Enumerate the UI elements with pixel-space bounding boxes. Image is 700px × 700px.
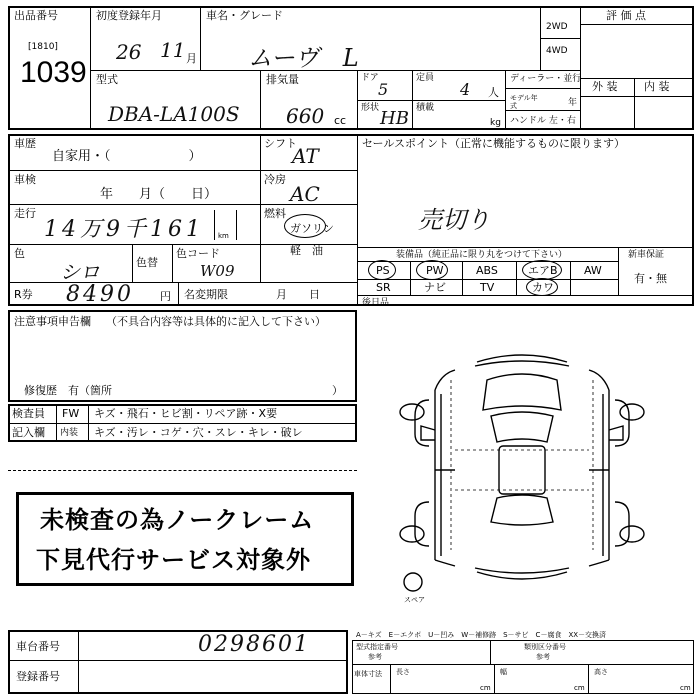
circle-ps: [368, 260, 396, 280]
first-reg-month: 11: [160, 38, 186, 62]
handle-label: ハンドル 左・右: [510, 116, 576, 126]
divider: [580, 96, 694, 97]
width-label: 幅: [500, 668, 507, 676]
model-label: 車名・グレード: [206, 9, 283, 22]
divider: [260, 70, 261, 130]
first-reg-year: 26: [116, 40, 142, 64]
codes-box: [352, 640, 694, 694]
interior-note-label: 内装: [60, 428, 79, 438]
mileage-value: 14万9千161: [44, 217, 204, 242]
length-cm: cm: [480, 684, 491, 692]
divider: [88, 404, 89, 442]
equip-ps: PS: [376, 264, 390, 277]
designation-label: 型式指定番号: [356, 643, 398, 651]
divider: [214, 210, 215, 240]
fuel-diesel: 軽 油: [290, 244, 323, 257]
category-label: 類別区分番号: [524, 643, 566, 651]
divider: [580, 78, 694, 79]
divider: [90, 6, 91, 130]
car-diagram: [395, 350, 650, 620]
equip-navi: ナビ: [424, 281, 446, 294]
shape-label: 形状: [361, 103, 380, 113]
divider: [588, 664, 589, 694]
shape-value: HB: [380, 108, 409, 129]
color-value: シロ: [60, 260, 100, 284]
divider: [570, 261, 571, 295]
recycle-value: 8490: [66, 282, 134, 307]
usage-label: 車歴: [14, 137, 36, 150]
divider: [494, 664, 495, 694]
circle-leather: [526, 278, 558, 296]
first-reg-label: 初度登録年月: [96, 9, 162, 22]
divider: [505, 110, 580, 111]
drive-4wd: 4WD: [546, 46, 568, 56]
divider: [618, 247, 619, 295]
notes-hint: （不具合内容等は具体的に記入して下さい）: [106, 315, 326, 328]
warranty-label: 新車保証: [628, 250, 665, 260]
fw-label: FW: [62, 407, 80, 420]
name-change-label: 名変期限: [184, 288, 228, 301]
rating-label: 評 価 点: [606, 9, 646, 22]
divider: [516, 261, 517, 295]
door-label: ドア: [361, 73, 379, 83]
type-label: 型式: [96, 73, 118, 86]
record-label: 記入欄: [12, 426, 45, 439]
stamp-line1: 未検査の為ノークレーム: [40, 506, 315, 534]
inspection-value: 年 月（ 日）: [100, 187, 218, 202]
divider: [410, 261, 411, 295]
chassis-value: 0298601: [198, 632, 310, 657]
dims-label: 車体寸法: [354, 670, 382, 678]
length-label: 長さ: [396, 668, 410, 676]
color-change-label: 色替: [136, 256, 158, 269]
divider: [357, 295, 694, 296]
year-unit: 年: [568, 98, 578, 108]
fuel-label: 燃料: [264, 207, 286, 220]
drive-2wd: 2WD: [546, 22, 568, 32]
usage-value: 自家用・（ ）: [52, 149, 202, 164]
warranty-value: 有・無: [634, 272, 667, 285]
chassis-label: 車台番号: [16, 640, 60, 653]
later-label: 後日品: [362, 298, 390, 308]
lot-code: [1810]: [28, 42, 58, 52]
equip-pw: PW: [426, 264, 444, 277]
dashed-divider: [8, 470, 357, 471]
selling-value: 売切り: [418, 206, 490, 234]
shift-value: AT: [292, 144, 319, 168]
capacity-value: 4: [460, 80, 471, 99]
selling-label: セールスポイント（正常に機能するものに限ります）: [362, 137, 626, 150]
divider: [505, 88, 580, 89]
repair-close: ）: [332, 384, 343, 397]
height-label: 高さ: [594, 668, 608, 676]
equip-leather: カワ: [532, 281, 554, 294]
equip-sr: SR: [376, 281, 391, 294]
load-label: 積載: [416, 103, 435, 113]
equip-aw: AW: [584, 264, 602, 277]
recycle-label: R券: [14, 288, 33, 301]
inspection-label: 車検: [14, 173, 36, 186]
capacity-label: 定員: [416, 73, 435, 83]
equipment-label: 装備品（純正品に限り丸をつけて下さい）: [396, 250, 568, 260]
aircon-label: 冷房: [264, 173, 286, 186]
repair-label: 修復歴 有（箇所: [24, 384, 112, 397]
month-unit: 月: [186, 52, 197, 65]
divider: [260, 134, 261, 282]
displacement-label: 排気量: [266, 73, 299, 86]
divider: [357, 261, 618, 262]
equip-airbag: エアB: [528, 264, 558, 277]
divider: [357, 100, 505, 101]
equip-tv: TV: [480, 281, 495, 294]
cc-unit: cc: [334, 114, 347, 127]
yen-unit: 円: [160, 290, 171, 303]
divider: [357, 134, 358, 306]
shift-label: シフト: [264, 137, 297, 150]
legend: A－キズ E－エクボ U－凹み W－補修跡 S－サビ C－腐食 XX－交換済: [356, 631, 607, 639]
divider: [412, 70, 413, 130]
spare-label: スペア: [404, 596, 425, 604]
fw-text: キズ・飛石・ヒビ割・リペア跡・X要: [94, 407, 278, 420]
model-value: ムーヴ L: [248, 44, 359, 72]
lot-number: 1039: [20, 56, 87, 89]
stamp-line2: 下見代行サービス対象外: [36, 546, 311, 574]
divider: [56, 404, 57, 442]
divider: [352, 664, 694, 665]
divider: [357, 247, 694, 248]
km-unit: km: [218, 232, 229, 240]
divider: [8, 423, 357, 424]
divider: [580, 24, 694, 25]
color-label: 色: [14, 247, 25, 260]
notes-label: 注意事項申告欄: [14, 315, 91, 328]
divider: [8, 170, 357, 171]
divider: [200, 6, 201, 70]
divider: [540, 38, 580, 39]
fuel-gasoline: ガソリン: [290, 222, 334, 235]
divider: [357, 279, 618, 280]
interior-note-text: キズ・汚レ・コゲ・穴・スレ・キレ・破レ: [94, 426, 303, 439]
mileage-label: 走行: [14, 207, 36, 220]
registration-label: 登録番号: [16, 670, 60, 683]
lot-label: 出品番号: [14, 9, 58, 22]
divider: [172, 244, 173, 282]
reference-label: 参考: [368, 653, 382, 661]
name-change-value: 月 日: [276, 288, 320, 301]
divider: [490, 640, 491, 664]
circle-airbag: [522, 260, 562, 280]
divider: [634, 78, 635, 130]
divider: [8, 660, 348, 661]
divider: [178, 282, 179, 306]
reference2-label: 参考: [536, 653, 550, 661]
model-year-label: モデル年式: [510, 94, 538, 110]
inspector-label: 検査員: [12, 407, 45, 420]
door-value: 5: [378, 80, 389, 99]
circle-pw: [416, 260, 448, 280]
dealer-label: ディーラー・並行: [510, 74, 582, 84]
width-cm: cm: [574, 684, 585, 692]
kg-unit: kg: [490, 118, 501, 128]
aircon-value: AC: [290, 182, 320, 206]
displacement-value: 660: [286, 104, 325, 128]
divider: [505, 70, 506, 130]
exterior-label: 外 装: [592, 80, 618, 93]
divider: [132, 244, 133, 282]
type-value: DBA-LA100S: [108, 102, 240, 126]
divider: [78, 630, 79, 694]
equip-abs: ABS: [476, 264, 498, 277]
fuel-circle: [284, 214, 326, 238]
divider: [236, 210, 237, 240]
color-code-value: W09: [200, 262, 235, 280]
interior-label: 内 装: [644, 80, 670, 93]
person-unit: 人: [488, 86, 499, 99]
divider: [390, 664, 391, 694]
height-cm: cm: [680, 684, 691, 692]
divider: [462, 261, 463, 295]
color-code-label: 色コード: [176, 247, 220, 260]
